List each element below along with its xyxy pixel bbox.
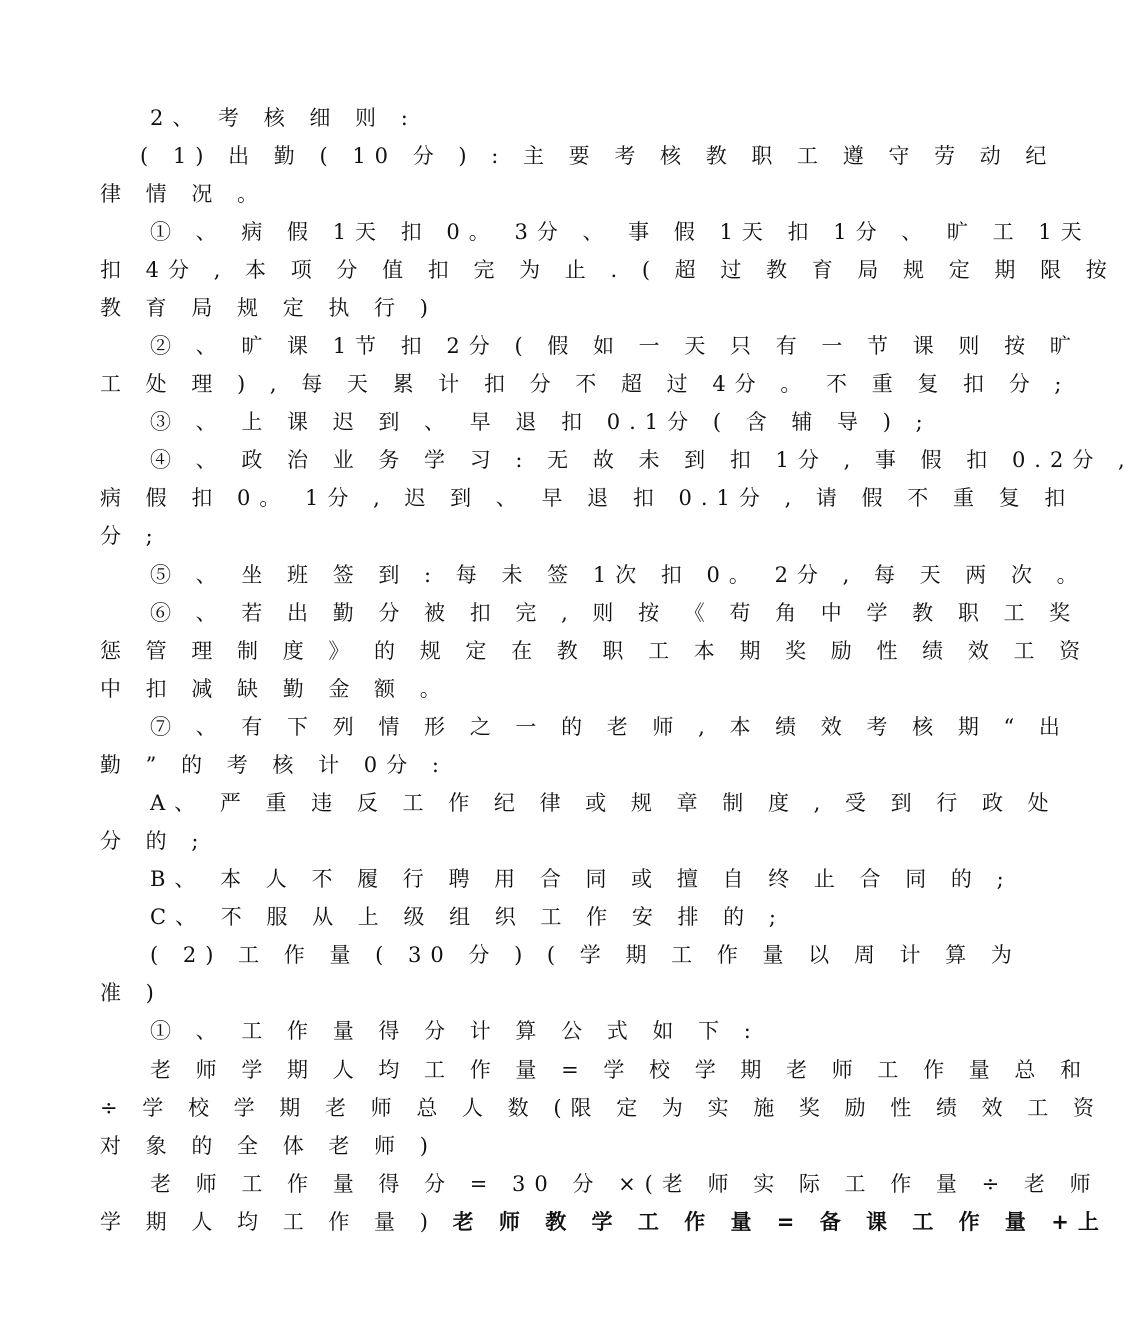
paragraph-line: ( 1) 出 勤 ( 10 分 ) : 主 要 考 核 教 职 工 遵 守 劳 动 纪 [140,144,1056,168]
paragraph-line-normal: 学 期 人 均 工 作 量 ) [100,1210,437,1234]
paragraph-line: 老 师 工 作 量 得 分 = 30 分 ×(老 师 实 际 工 作 量 ÷ 老 师 [150,1172,1100,1196]
paragraph-line: C、 不 服 从 上 级 组 织 工 作 安 排 的 ; [150,905,785,929]
paragraph-line: 病 假 扣 0。 1分 , 迟 到 、 早 退 扣 0.1分 , 请 假 不 重 复 扣 [100,486,1075,510]
paragraph-line: B、 本 人 不 履 行 聘 用 合 同 或 擅 自 终 止 合 同 的 ; [150,867,1013,891]
paragraph-line: 中 扣 减 缺 勤 金 额 。 [100,677,450,701]
paragraph-line: 分 的 ; [100,829,208,853]
paragraph-line-bold: 老 师 教 学 工 作 量 = 备 课 工 作 量 +上 [452,1210,1108,1234]
paragraph-line: ③ 、 上 课 迟 到 、 早 退 扣 0.1分 ( 含 辅 导 ) ; [150,410,932,434]
paragraph-line: ⑥ 、 若 出 勤 分 被 扣 完 , 则 按 《 苟 角 中 学 教 职 工 奖 [150,601,1080,625]
paragraph-line: ÷ 学 校 学 期 老 师 总 人 数 (限 定 为 实 施 奖 励 性 绩 效 工 资 [100,1096,1103,1120]
section-heading: ( 2) 工 作 量 ( 30 分 ) ( 学 期 工 作 量 以 周 计 算 为 [150,943,1021,967]
paragraph-line: 律 情 况 。 [100,182,268,206]
paragraph-line: 准 ) [100,981,163,1005]
paragraph-line: ② 、 旷 课 1节 扣 2分 ( 假 如 一 天 只 有 一 节 课 则 按 旷 [150,334,1080,358]
paragraph-line: 老 师 学 期 人 均 工 作 量 = 学 校 学 期 老 师 工 作 量 总 和 [150,1058,1091,1082]
paragraph-line: 教 育 局 规 定 执 行 ) [100,296,437,320]
paragraph-line: ① 、 病 假 1天 扣 0。 3分 、 事 假 1天 扣 1分 、 旷 工 1天 [150,220,1091,244]
paragraph-line: 扣 4分 , 本 项 分 值 扣 完 为 止 . ( 超 过 教 育 局 规 定 期 限 按 [100,258,1116,282]
paragraph-line: 勤 ” 的 考 核 计 0分 : [100,753,448,777]
paragraph-line: ① 、 工 作 量 得 分 计 算 公 式 如 下 : [150,1019,760,1043]
paragraph-line: 对 象 的 全 体 老 师 ) [100,1134,437,1158]
paragraph-line: 惩 管 理 制 度 》 的 规 定 在 教 职 工 本 期 奖 励 性 绩 效 工 资 [100,639,1090,663]
paragraph-line: 分 ; [100,524,162,548]
paragraph-line: ⑦ 、 有 下 列 情 形 之 一 的 老 师 , 本 绩 效 考 核 期 “ 出 [150,715,1069,739]
paragraph-line: 工 处 理 ) , 每 天 累 计 扣 分 不 超 过 4分 。 不 重 复 扣 分 ; [100,372,1071,396]
paragraph-line: ④ 、 政 治 业 务 学 习 : 无 故 未 到 扣 1分 , 事 假 扣 0.2分 , [150,448,1134,472]
paragraph-line: ⑤ 、 坐 班 签 到 : 每 未 签 1次 扣 0。 2分 , 每 天 两 次 。 [150,563,1087,587]
paragraph-line: A、 严 重 违 反 工 作 纪 律 或 规 章 制 度 , 受 到 行 政 处 [150,791,1058,815]
section-heading: 2、 考 核 细 则 : [150,106,417,130]
paragraph-last-line [100,1208,1108,1236]
